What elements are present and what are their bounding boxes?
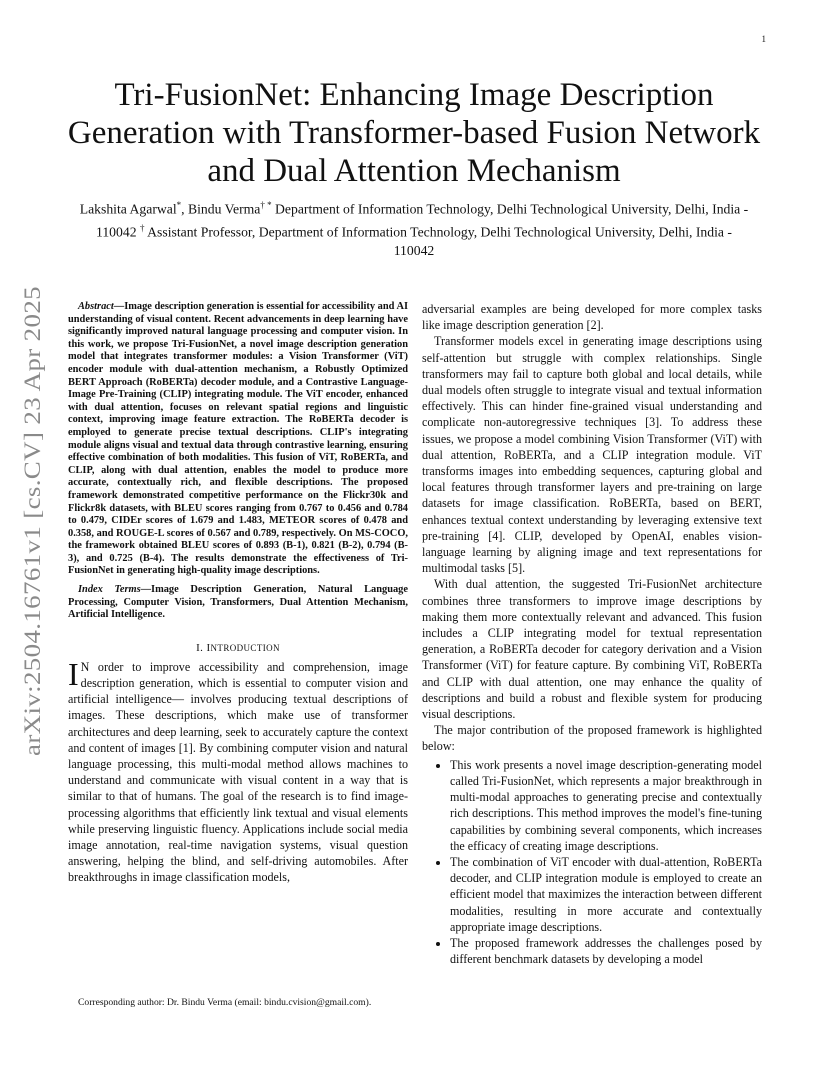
drop-cap: I <box>68 655 79 692</box>
paragraph: Transformer models excel in generating image descriptions using self-attention but struggle with complex relationships. Single transformers may fail to capture both global and local details, while dual models often struggle to integrate visual and textual information effectively. This can hinder fine-grained visual understanding and complicate non-autoregressive techniques [3]. To address these issues, we propose a model combining Vision Transformer (ViT) with dual attention, RoBERTa, and a CLIP integration module. ViT transforms images into embedding sequences, capturing global and local features through transformer layers and pre-training on large datasets for image classification. RoBERTa, based on BERT, enhances textual context understanding by leveraging extensive text pre-training [4]. CLIP, developed by OpenAI, enables vision-language learning by aligning image and text representations for multimodal tasks [5]. <box>422 334 762 576</box>
index-terms-text: —Image Description Generation, Natural Language Processing, Computer Vision, Transformers, Dual Attention Mechanism, Artificial Intelligence. <box>68 584 408 621</box>
affiliation-1: Department of Information Technology, Delhi Technological University, Delhi, India - 110042 <box>96 201 749 240</box>
contribution-list <box>422 757 762 968</box>
author-block <box>75 196 753 260</box>
author-mark: † * <box>260 200 272 210</box>
intro-text: N order to improve accessibility and comprehension, image description generation, which is essential to computer vision and artificial intelligence— involves producing textual descriptions of images. These descriptions, which make use of transformer architectures and deep learning, seek to accurately capture the context and content of images [1]. By combining computer vision and natural language processing, this multi-modal method allows machines to understand and communicate with visual content in a way that is similar to that of humans. The goal of the research is to find image-processing algorithms that efficiently link textual and visual elements while preserving linguistic fluency. Applications include social media image annotation, real-time navigation systems, visual question answering, helping the blind, and self-driving automobiles. After breakthroughs in image classification models, <box>68 659 408 885</box>
index-terms-label: Index Terms <box>78 584 141 596</box>
list-item: • The combination of ViT encoder with dual-attention, RoBERTa decoder, and CLIP integration module is employed to create an efficient model that maximizes the interaction between different modalities, resulting in more accurate and contextually appropriate image descriptions. <box>450 854 762 935</box>
author-mark: † <box>139 222 145 233</box>
author-mark: * <box>176 200 182 210</box>
affiliation-2: Assistant Professor, Department of Information Technology, Delhi Technological University, Delhi, India - 110042 <box>144 224 732 259</box>
list-item: • This work presents a novel image description-generating model called Tri-FusionNet, which represents a major breakthrough in multi-modal approaches to generating precise and contextually rich descriptions. This method improves the model's fine-tuning capabilities by combining several components, which increases the efficacy of creating image descriptions. <box>450 757 762 854</box>
arxiv-stamp <box>12 283 48 756</box>
intro-paragraph <box>68 655 408 886</box>
paragraph: adversarial examples are being developed for more complex tasks like image description generation [2]. <box>422 302 762 333</box>
abstract <box>68 301 408 578</box>
footnote: Corresponding author: Dr. Bindu Verma (email: bindu.cvision@gmail.com). <box>78 997 372 1008</box>
arxiv-stamp-text: arXiv:2504.16761v1 [cs.CV] 23 Apr 2025 <box>20 346 46 756</box>
index-terms <box>68 584 408 622</box>
right-column <box>422 301 762 967</box>
paragraph: With dual attention, the suggested Tri-FusionNet architecture combines three transformers to improve image descriptions by making them more contextually relevant and advanced. This fusion includes a CLIP integrating model for textual representation generation, a RoBERTa decoder for category derivation and a Vision Transformer (ViT) for feature capture. By combining ViT, RoBERTa and CLIP with dual attention, one may enhance the quality of descriptions and build a robust and flexible system for producing visual descriptions. <box>422 577 762 722</box>
author-name-2: , Bindu Verma <box>181 201 261 217</box>
abstract-text: —Image description generation is essential for accessibility and AI understanding of visual content. Recent advancements in deep learning have significantly improved natural language processing and computer vision. In this work, we propose Tri-FusionNet, a novel image description generation model that integrates transformer modules: a Vision Transformer (ViT) encoder module with dual-attention mechanism, a Robustly Optimized BERT Approach (RoBERTa) decoder module, and a Contrastive Language-Image Pre-Training (CLIP) integrating module. The ViT encoder, enhanced with dual attention, focuses on relevant spatial regions and linguistic context, improving image feature extraction. The RoBERTa decoder is employed to generate precise textual descriptions. CLIP's integrating module aligns visual and textual data through contrastive learning, ensuring effective combination of both modalities. This fusion of ViT, RoBERTa, and CLIP, along with dual attention, enables the model to produce more accurate, contextually rich, and flexible descriptions. The proposed framework demonstrated competitive performance on the Flickr30k and Flickr8k datasets, with BLEU scores ranging from 0.767 to 0.456 and 0.784 to 0.479, CIDEr scores of 1.679 and 1.483, METEOR scores of 0.478 and 0.358, and ROUGE-L scores of 0.567 and 0.789, respectively. On MS-COCO, the framework obtained BLEU scores of 0.893 (B-1), 0.821 (B-2), 0.794 (B-3), and 0.725 (B-4). The results demonstrate the effectiveness of Tri-FusionNet in generating high-quality image descriptions. <box>68 301 408 577</box>
page-number: 1 <box>761 34 766 44</box>
paper-title: Tri-FusionNet: Enhancing Image Description Generation with Transformer-based Fusion Network and Dual Attention Mechanism <box>67 77 761 189</box>
left-column <box>68 301 408 886</box>
paragraph: The major contribution of the proposed framework is highlighted below: <box>422 723 762 754</box>
list-item: • The proposed framework addresses the challenges posed by different benchmark datasets by developing a model <box>450 935 762 967</box>
author-name-1: Lakshita Agarwal <box>79 201 177 217</box>
abstract-label: Abstract <box>78 301 114 312</box>
section-heading: I. INTRODUCTION <box>196 641 280 654</box>
